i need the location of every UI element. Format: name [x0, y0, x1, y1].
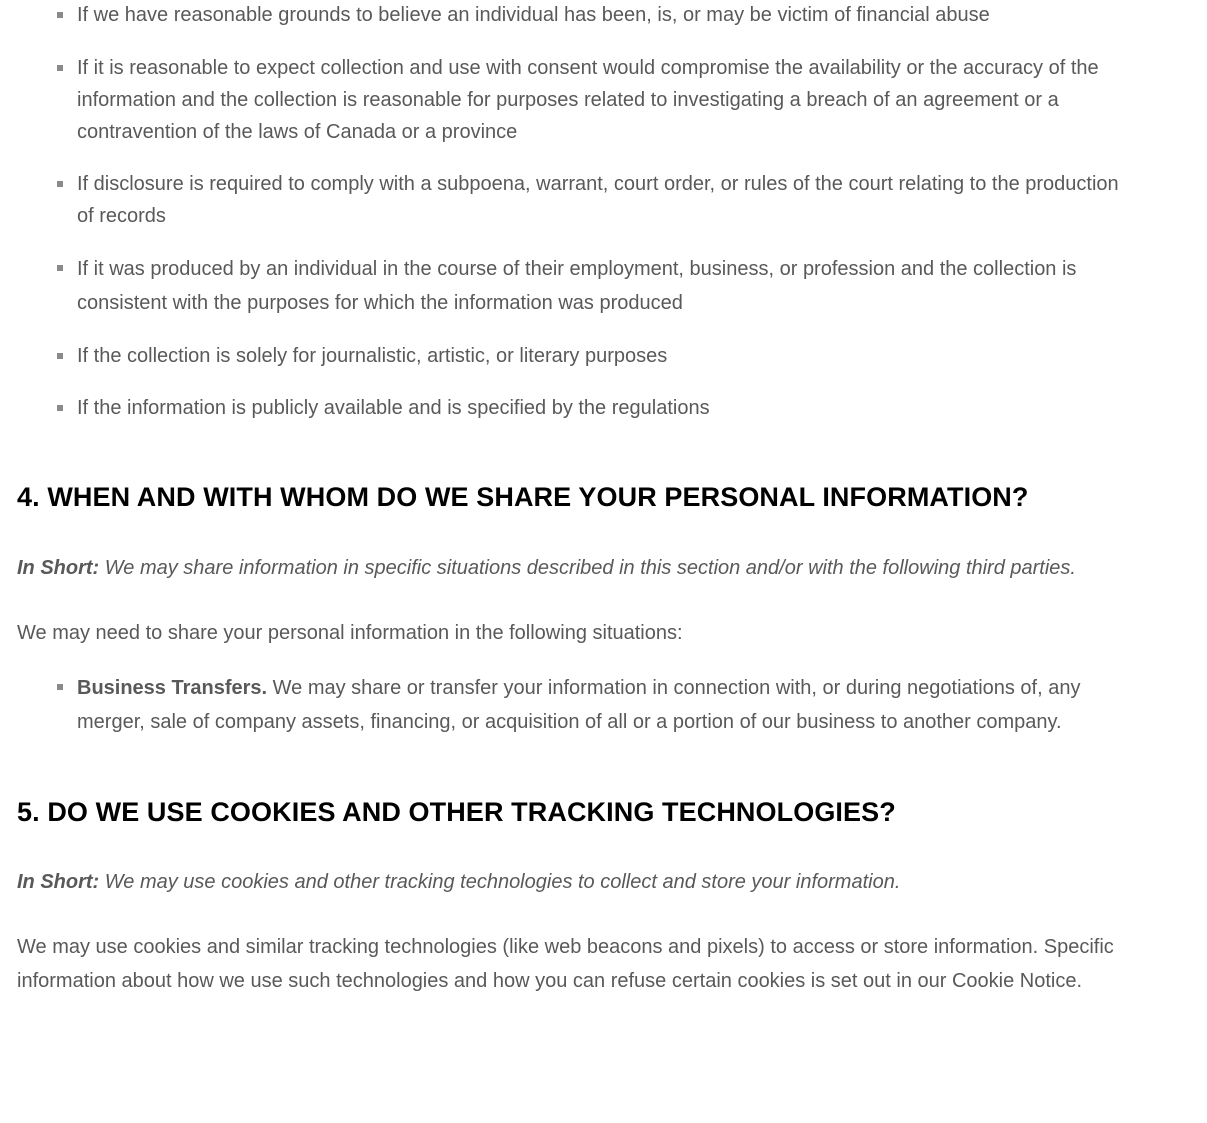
- bullet-square-icon: [57, 265, 63, 271]
- in-short-text: We may share information in specific situations described in this section and/or with the following third parties.: [99, 557, 1076, 579]
- bullet-square-icon: [57, 181, 63, 187]
- list-item: [77, 52, 1127, 148]
- list-item-text: If it was produced by an individual in the course of their employment, business, or profession and the collection is consistent with the purposes for which the information was produced: [77, 258, 1077, 314]
- list-item-title: Business Transfers.: [77, 677, 268, 699]
- bullet-square-icon: [57, 12, 63, 18]
- list-item-text: If the collection is solely for journalistic, artistic, or literary purposes: [77, 345, 668, 367]
- list-item-text: If we have reasonable grounds to believe an individual has been, is, or may be victim of financial abuse: [77, 4, 990, 26]
- section-5-body: We may use cookies and similar tracking technologies (like web beacons and pixels) to access or store information. Specific information about how we use such technologies and how you can refuse certain cookies is set out in our Cookie Notice.: [17, 936, 1114, 992]
- list-item-text: We may share or transfer your information in connection with, or during negotiations of, any merger, sale of company assets, financing, or acquisition of all or a portion of our business to another company.: [77, 677, 1081, 733]
- list-item-text: If it is reasonable to expect collection and use with consent would compromise the availability or the accuracy of the information and the collection is reasonable for purposes related to investigating a breach of an agreement or a contravention of the laws of Canada or a province: [77, 57, 1099, 143]
- list-item: [77, 252, 1127, 320]
- in-short-label: In Short:: [17, 557, 100, 579]
- list-item: [77, 671, 1127, 739]
- list-item-text: If the information is publicly available and is specified by the regulations: [77, 397, 710, 419]
- list-item: [77, 340, 1127, 372]
- bullet-square-icon: [57, 405, 63, 411]
- list-item: [77, 168, 1127, 232]
- sharing-situations-list: [17, 671, 1127, 739]
- bullet-square-icon: [57, 65, 63, 71]
- list-item: [77, 0, 1127, 31]
- in-short-label: In Short:: [17, 871, 100, 893]
- list-item: [77, 392, 1127, 424]
- list-item-text: If disclosure is required to comply with a subpoena, warrant, court order, or rules of the court relating to the production of records: [77, 173, 1119, 227]
- bullet-square-icon: [57, 684, 63, 690]
- in-short-text: We may use cookies and other tracking technologies to collect and store your information.: [99, 871, 901, 893]
- section-4-heading: 4. WHEN AND WITH WHOM DO WE SHARE YOUR PERSONAL INFORMATION?: [17, 482, 1029, 512]
- section-5-in-short: [17, 865, 1127, 899]
- section-5-heading: 5. DO WE USE COOKIES AND OTHER TRACKING TECHNOLOGIES?: [17, 797, 896, 827]
- privacy-notice-content: [17, 0, 1127, 998]
- exceptions-list: [17, 0, 1127, 424]
- section-4-in-short: [17, 551, 1127, 585]
- bullet-square-icon: [57, 353, 63, 359]
- section-4-intro: We may need to share your personal information in the following situations:: [17, 622, 683, 644]
